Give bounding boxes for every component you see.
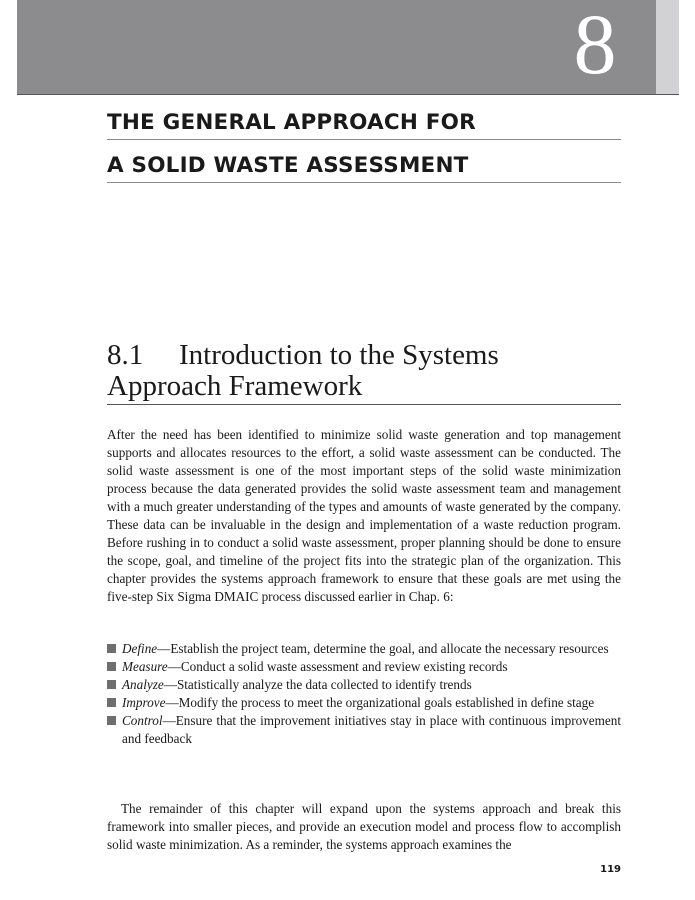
list-item-text: —Establish the project team, determine the goal, and allocate the necessary resources xyxy=(157,641,609,656)
chapter-header-rule xyxy=(17,94,679,95)
list-item-term: Improve xyxy=(122,695,166,710)
bullet-square-icon xyxy=(107,662,116,671)
bullet-square-icon xyxy=(107,716,116,725)
list-item xyxy=(107,712,621,748)
list-item xyxy=(107,658,621,676)
bullet-square-icon xyxy=(107,698,116,707)
list-item-text: —Modify the process to meet the organizational goals established in define stage xyxy=(165,695,595,710)
list-item-term: Define xyxy=(122,641,158,656)
list-item-text: —Ensure that the improvement initiatives stay in place with continuous improvement and feedback xyxy=(122,713,621,746)
bullet-square-icon xyxy=(107,680,116,689)
chapter-title-line-2: A SOLID WASTE ASSESSMENT xyxy=(107,150,621,183)
list-item xyxy=(107,694,621,712)
list-item xyxy=(107,640,621,658)
list-item-text: —Conduct a solid waste assessment and review existing records xyxy=(167,659,508,674)
section-heading xyxy=(107,340,621,405)
closing-paragraph: The remainder of this chapter will expand upon the systems approach and break this framework into smaller pieces, and provide an execution model and process flow to accomplish solid waste minimization. As a reminder, the systems approach examines the xyxy=(107,801,621,852)
chapter-title-line-1: THE GENERAL APPROACH FOR xyxy=(107,107,621,140)
section-title-line-1: Introduction to the Systems xyxy=(179,339,499,371)
section-number: 8.1 xyxy=(107,339,144,371)
chapter-header-tab xyxy=(656,0,679,94)
list-item-term: Control xyxy=(122,713,163,728)
chapter-number: 8 xyxy=(573,0,617,92)
dmaic-list xyxy=(107,640,621,748)
list-item-text: —Statistically analyze the data collected to identify trends xyxy=(163,677,472,692)
page-number: 119 xyxy=(600,864,621,875)
bullet-square-icon xyxy=(107,644,116,653)
section-title-line-2: Approach Framework xyxy=(107,370,363,402)
list-item-term: Measure xyxy=(122,659,168,674)
list-item-term: Analyze xyxy=(122,677,164,692)
intro-paragraph: After the need has been identified to minimize solid waste generation and top management supports and allocates resources to the effort, a solid waste assessment can be conducted. The solid waste assessment is one of the most important steps of the solid waste minimization process because the data generated provides the solid waste assessment team and management with a much greater understanding of the types and amounts of waste generated by the company. These data can be invaluable in the design and implementation of a waste reduction program. Before rushing in to conduct a solid waste assessment, proper planning should be done to ensure the scope, goal, and timeline of the project fits into the strategic plan of the organization. This chapter provides the systems approach framework to ensure that these goals are met using the five-step Six Sigma DMAIC process discussed earlier in Chap. 6: xyxy=(107,427,621,604)
list-item xyxy=(107,676,621,694)
